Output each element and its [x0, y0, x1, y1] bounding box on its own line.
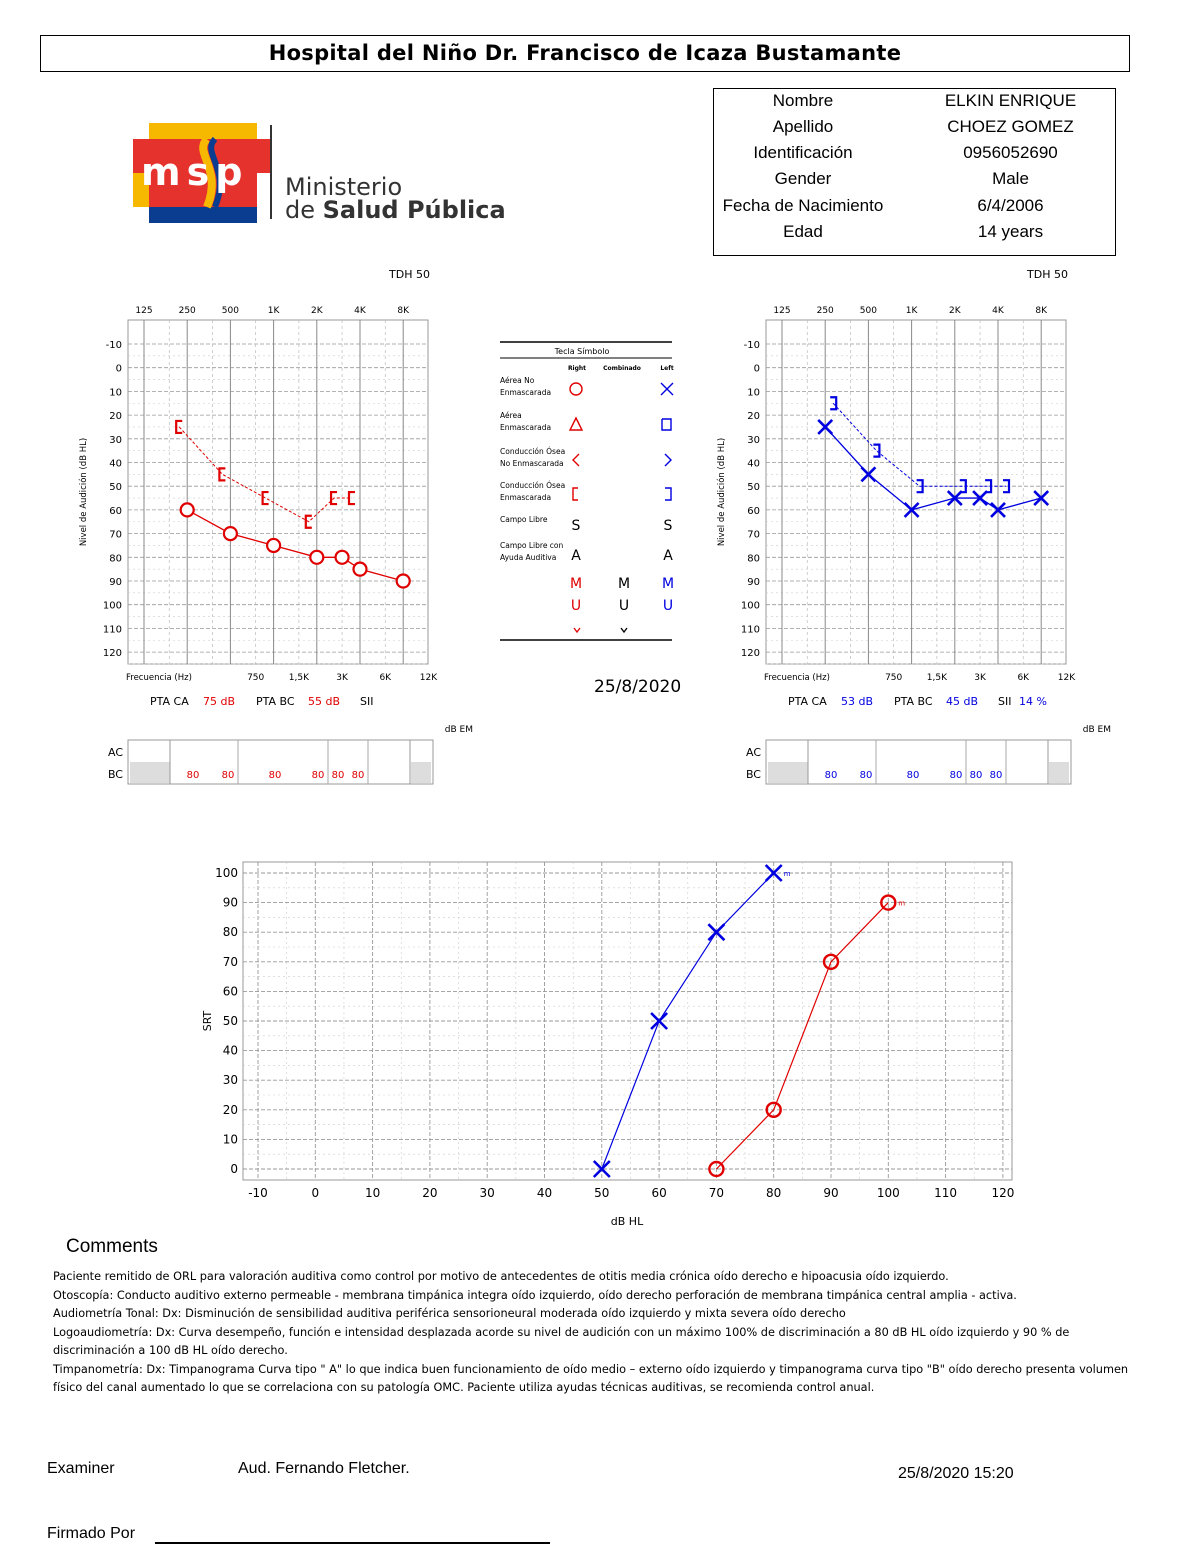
ac-circle-mark [354, 563, 367, 576]
masking-cell-disabled [768, 762, 808, 783]
pta-ca-value: 75 dB [203, 695, 236, 708]
speech-y-tick: 20 [222, 1102, 238, 1117]
bc-masking-value: 80 [268, 770, 282, 781]
y-tick-label: -10 [743, 340, 760, 351]
masking-cell-disabled [130, 762, 170, 783]
patient-value: 14 years [977, 222, 1044, 241]
logo-line1: Ministerio [285, 173, 403, 201]
patient-label: Edad [783, 222, 823, 241]
speech-x-tick: 80 [766, 1186, 782, 1200]
logo-line2b: Salud Pública [322, 196, 506, 224]
speech-x-tick: 120 [991, 1186, 1015, 1200]
legend-col-combined: Combinado [603, 365, 641, 372]
legend-title: Tecla Símbolo [554, 347, 610, 356]
audiogram-frame [766, 320, 1066, 664]
speech-y-tick: 90 [222, 895, 238, 910]
speech-x-tick: 70 [708, 1186, 725, 1200]
y-tick-label: 90 [747, 577, 760, 588]
y-tick-label: 50 [747, 482, 760, 494]
freq-tick-label: 3K [336, 673, 348, 683]
report-date: 25/8/2020 [594, 677, 682, 697]
freq-tick-label: 125 [135, 306, 153, 316]
bc-masking-value: 80 [859, 770, 873, 781]
freq-tick-label: 6K [379, 673, 392, 683]
pta-ca-label: PTA CA [150, 695, 189, 708]
patient-value: Male [992, 169, 1029, 188]
ac-circle-mark [224, 527, 237, 540]
freq-tick-label: 750 [247, 673, 265, 683]
legend-col-left: Left [660, 365, 674, 372]
speech-y-axis-label: SRT [201, 1010, 214, 1032]
legend-triangle-symbol [570, 418, 582, 430]
pta-bc-value: 55 dB [308, 695, 341, 708]
comment-line: Otoscopía: Conducto auditivo externo permeable - membrana timpánica integra oído izquierdo, oído derecho perforación de membrana timpánica central amplia - activa. [53, 1288, 1017, 1302]
patient-label: Fecha de Nacimiento [722, 196, 884, 215]
patient-label: Identificación [753, 143, 853, 162]
ac-row-label: AC [745, 746, 761, 759]
y-tick-label: 40 [747, 458, 760, 470]
bc-row-label: BC [107, 768, 123, 781]
speech-x-tick: 60 [651, 1186, 667, 1200]
patient-label: Gender [774, 169, 832, 188]
y-axis-label: Nivel de Audición (dB HL) [79, 437, 89, 547]
y-tick-label: 60 [747, 505, 760, 517]
transducer-label: TDH 50 [1027, 268, 1068, 281]
ac-circle-mark [310, 551, 323, 564]
legend-a-symbol: A [663, 548, 673, 564]
legend-m-symbol: M [569, 576, 583, 592]
comments-title: Comments [66, 1236, 158, 1257]
bc-masking-value: 80 [989, 770, 1003, 781]
bc-masking-value: 80 [906, 770, 920, 781]
bc-masking-value: 80 [969, 770, 983, 781]
legend-u-symbol: U [618, 598, 630, 614]
speech-x-tick: 90 [823, 1186, 839, 1200]
audiogram-left-ear [716, 268, 1111, 784]
pta-bc-value: 45 dB [946, 695, 979, 708]
legend-u-symbol: U [570, 598, 582, 614]
y-tick-label: 30 [747, 434, 760, 446]
bc-line [833, 403, 1006, 486]
speech-y-tick: 10 [222, 1132, 238, 1147]
legend-row-label: Conducción Ósea [500, 481, 566, 490]
patient-value: ELKIN ENRIQUE [944, 91, 1077, 110]
y-tick-label: 120 [740, 648, 760, 660]
legend-row-label: No Enmascarada [500, 459, 564, 468]
y-tick-label: 90 [109, 577, 122, 588]
bc-masking-value: 80 [824, 770, 838, 781]
speech-max-marker: m [898, 899, 906, 908]
ac-circle-mark [397, 575, 410, 588]
pta-bc-label: PTA BC [894, 695, 933, 708]
ac-circle-mark [336, 551, 349, 564]
comment-line: Audiometría Tonal: Dx: Disminución de sensibilidad auditiva periférica sensorioneural moderada oído izquierdo y mixta severa oído derecho [53, 1307, 846, 1320]
y-tick-label: -10 [105, 340, 122, 351]
y-tick-label: 110 [740, 624, 760, 636]
comment-line: Logoaudiometría: Dx: Curva desempeño, función e intensidad desplazada acorde su nivel de audición con un máximo 100% de discriminación a 80 dB HL oído izquierdo y 90 % de discriminación a 100 dB HL oído derecho. [53, 1325, 1070, 1357]
bc-row-label: BC [745, 768, 761, 781]
legend-row-label: Enmascarada [500, 493, 552, 502]
masking-cell-disabled [411, 762, 431, 783]
speech-audiometry-chart [201, 862, 1014, 1228]
legend-greater-symbol [665, 454, 671, 466]
legend-row-label: Aérea No [500, 376, 535, 385]
y-tick-label: 10 [109, 387, 122, 399]
y-tick-label: 50 [109, 482, 122, 494]
examiner-name: Aud. Fernando Fletcher. [238, 1460, 410, 1477]
bc-masking-value: 80 [351, 770, 365, 781]
y-tick-label: 80 [747, 553, 760, 565]
pta-ca-label: PTA CA [788, 695, 827, 708]
freq-tick-label: 4K [992, 306, 1004, 316]
y-tick-label: 120 [102, 648, 122, 660]
freq-tick-label: 2K [948, 306, 961, 316]
speech-y-tick: 70 [222, 954, 238, 969]
y-tick-label: 60 [109, 505, 122, 517]
legend-s-symbol: S [571, 518, 581, 534]
freq-tick-label: 3K [974, 673, 986, 683]
bc-masking-value: 80 [311, 770, 325, 781]
freq-tick-label: 500 [859, 306, 877, 316]
speech-y-tick: 50 [222, 1014, 238, 1028]
speech-x-tick: 10 [364, 1186, 381, 1200]
audiogram-frame [128, 320, 428, 664]
speech-x-tick: 50 [594, 1186, 610, 1200]
signed-by-label: Firmado Por [47, 1525, 136, 1542]
transducer-label: TDH 50 [389, 268, 430, 281]
freq-tick-label: 500 [221, 306, 239, 316]
freq-tick-label: 250 [178, 306, 196, 316]
patient-value: CHOEZ GOMEZ [947, 117, 1074, 136]
speech-y-tick: 40 [222, 1043, 238, 1058]
speech-x-axis-label: dB HL [610, 1215, 644, 1228]
speech-x-tick: 100 [876, 1186, 900, 1200]
speech-x-tick: 30 [479, 1186, 495, 1200]
logo-line2a: de [285, 196, 323, 224]
y-tick-label: 100 [102, 600, 122, 612]
bc-masking-value: 80 [221, 770, 235, 781]
legend-m-symbol: M [661, 576, 675, 592]
speech-x-tick: -10 [248, 1186, 268, 1200]
legend-row-label: Ayuda Auditiva [500, 553, 557, 562]
freq-axis-label: Frecuencia (Hz) [764, 673, 830, 683]
speech-y-tick: 100 [215, 866, 238, 880]
patient-label: Apellido [772, 117, 834, 136]
comment-line: Timpanometría: Dx: Timpanograma Curva tipo " A" lo que indica buen funcionamiento de oído medio – externo oído izquierdo y timpanograma curva tipo "B" oído derecho presenta volumen físico del canal aumentado lo que se correlaciona con su patología OMC. Paciente utiliza ayudas técnicas auditivas, se recomienda control anual. [53, 1362, 1129, 1394]
freq-tick-label: 4K [354, 306, 366, 316]
speech-y-tick: 80 [222, 925, 238, 940]
signature-line [155, 1542, 550, 1544]
logo-letters: msp [141, 150, 249, 194]
y-tick-label: 30 [109, 434, 122, 446]
legend-arrow-symbol [621, 628, 627, 632]
speech-x-tick: 20 [422, 1186, 438, 1200]
y-tick-label: 20 [109, 411, 122, 423]
freq-axis-label: Frecuencia (Hz) [126, 673, 192, 683]
y-tick-label: 110 [102, 624, 122, 636]
symbol-legend [500, 342, 674, 640]
speech-x-tick: 40 [536, 1186, 553, 1200]
y-tick-label: 100 [740, 600, 760, 612]
y-tick-label: 80 [109, 553, 122, 565]
exam-datetime: 25/8/2020 15:20 [898, 1465, 1014, 1482]
bc-masking-value: 80 [186, 770, 200, 781]
legend-a-symbol: A [571, 548, 581, 564]
y-tick-label: 40 [109, 458, 122, 470]
legend-m-symbol: M [617, 576, 631, 592]
legend-row-label: Aérea [500, 411, 522, 420]
ac-circle-mark [181, 503, 194, 516]
legend-arrow-symbol [574, 628, 580, 632]
legend-row-label: Campo Libre [500, 515, 548, 524]
patient-value: 6/4/2006 [977, 196, 1044, 215]
y-tick-label: 20 [747, 411, 760, 423]
ac-line [825, 427, 1041, 510]
sii-value: 14 % [1019, 695, 1047, 708]
hospital-title: Hospital del Niño Dr. Francisco de Icaza Bustamante [40, 35, 1130, 72]
legend-less-symbol [573, 454, 579, 466]
freq-tick-label: 2K [310, 306, 323, 316]
audiogram-right-ear [78, 268, 473, 784]
legend-s-symbol: S [663, 518, 673, 534]
masking-cell-disabled [1049, 762, 1069, 783]
legend-bracket-symbol [573, 488, 578, 500]
masking-unit-label: dB EM [444, 725, 473, 735]
pta-bc-label: PTA BC [256, 695, 295, 708]
examiner-label: Examiner [47, 1460, 115, 1477]
freq-tick-label: 12K [419, 673, 438, 683]
sii-label: SII [998, 695, 1012, 708]
comment-line: Paciente remitido de ORL para valoración auditiva como control por motivo de antecedentes de otitis media crónica oído derecho e hipoacusia oído izquierdo. [53, 1270, 949, 1283]
patient-label: Nombre [772, 91, 834, 110]
freq-tick-label: 750 [885, 673, 903, 683]
bc-masking-value: 80 [331, 770, 345, 781]
speech-x-tick: 110 [934, 1186, 958, 1200]
y-tick-label: 0 [115, 363, 122, 375]
y-tick-label: 70 [747, 529, 760, 541]
legend-square-symbol [662, 419, 671, 430]
speech-max-marker: m [783, 870, 791, 878]
y-tick-label: 70 [109, 529, 122, 541]
speech-y-tick: 30 [222, 1073, 238, 1088]
y-tick-label: 0 [753, 363, 760, 375]
ac-row-label: AC [107, 746, 123, 759]
freq-tick-label: 1,5K [288, 673, 309, 683]
freq-tick-label: 8K [397, 306, 410, 316]
speech-y-tick: 60 [222, 984, 238, 999]
y-tick-label: 10 [747, 387, 760, 399]
freq-tick-label: 125 [773, 306, 791, 316]
legend-u-symbol: U [662, 598, 674, 614]
bc-line [179, 427, 352, 522]
y-axis-label: Nivel de Audición (dB HL) [717, 437, 727, 547]
bc-masking-value: 80 [949, 770, 963, 781]
comments-body [53, 1268, 1133, 1398]
legend-row-label: Enmascarada [500, 388, 552, 397]
speech-x-tick: 0 [311, 1186, 320, 1200]
legend-col-right: Right [567, 365, 587, 372]
freq-tick-label: 12K [1057, 673, 1076, 683]
legend-circle-symbol [570, 383, 582, 395]
freq-tick-label: 1K [905, 306, 918, 316]
freq-tick-label: 1K [267, 306, 280, 316]
legend-bracket-symbol [665, 488, 671, 500]
speech-y-tick: 0 [230, 1162, 238, 1176]
freq-tick-label: 250 [816, 306, 834, 316]
bc-bracket-mark [263, 492, 269, 504]
freq-tick-label: 8K [1035, 306, 1048, 316]
patient-value: 0956052690 [963, 143, 1058, 162]
legend-x-symbol [661, 383, 673, 395]
freq-tick-label: 6K [1017, 673, 1030, 683]
legend-row-label: Enmascarada [500, 423, 552, 432]
legend-row-label: Campo Libre con [500, 541, 564, 550]
ac-circle-mark [267, 539, 280, 552]
freq-tick-label: 1,5K [926, 673, 947, 683]
masking-unit-label: dB EM [1082, 725, 1111, 735]
legend-row-label: Conducción Ósea [500, 447, 566, 456]
pta-ca-value: 53 dB [841, 695, 874, 708]
sii-label: SII [360, 695, 374, 708]
